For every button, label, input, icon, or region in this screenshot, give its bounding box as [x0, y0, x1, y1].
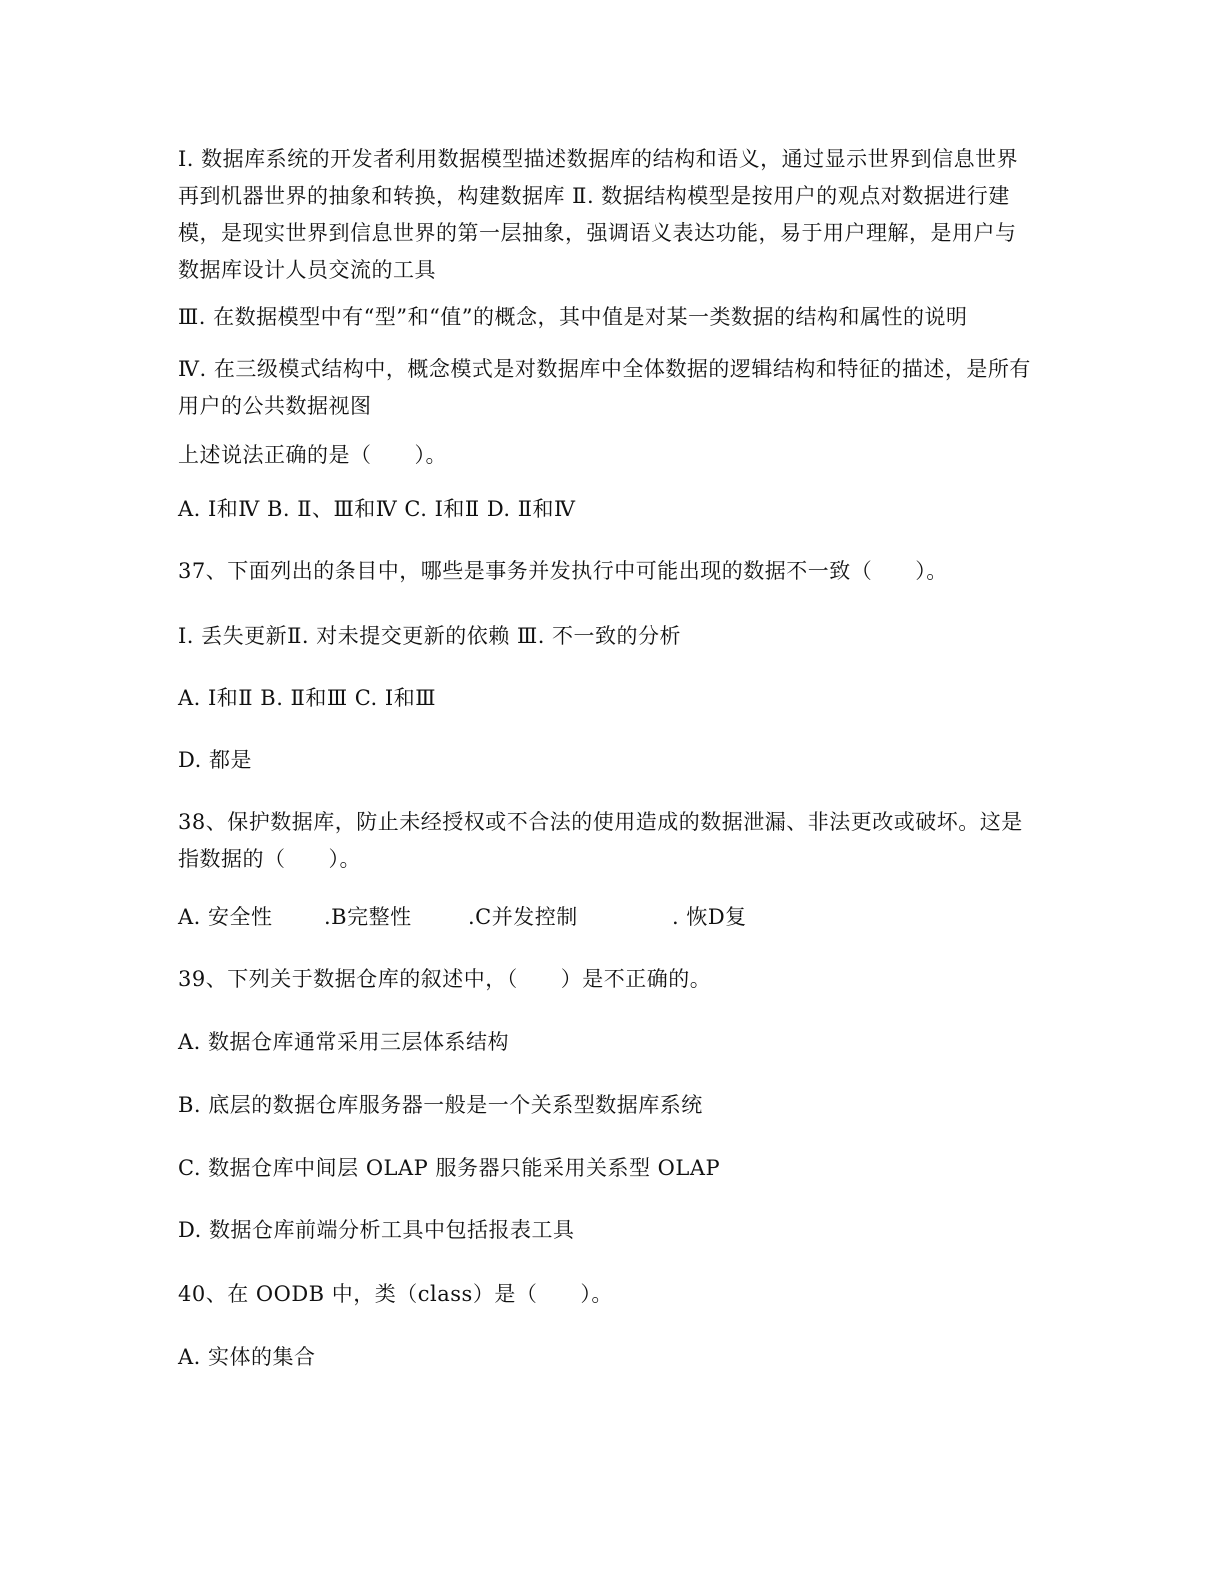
- q38-option-a: A. 安全性: [178, 905, 273, 929]
- q38-question: 38、保护数据库，防止未经授权或不合法的使用造成的数据泄漏、非法更改或破坏。这是指数据的（ ）。: [178, 810, 1023, 871]
- q36-statements-1-2: Ⅰ. 数据库系统的开发者利用数据模型描述数据库的结构和语义，通过显示世界到信息世界再到机器世界的抽象和转换，构建数据库 Ⅱ. 数据结构模型是按用户的观点对数据进行建模，是现实世界到信息世界的第一层抽象，强调语义表达功能，易于用户理解，是用户与数据库设计人员交流的工具: [178, 147, 1019, 282]
- q37-option-d: D. 都是: [178, 748, 252, 772]
- q38-option-b: .B完整性: [324, 905, 412, 929]
- q37-question: 37、下面列出的条目中，哪些是事务并发执行中可能出现的数据不一致（ ）。: [178, 559, 948, 583]
- q38-option-c: .C并发控制: [468, 905, 578, 929]
- q39-option-c: C. 数据仓库中间层 OLAP 服务器只能采用关系型 OLAP: [178, 1156, 721, 1180]
- q36-statement-4: Ⅳ. 在三级模式结构中，概念模式是对数据库中全体数据的逻辑结构和特征的描述，是所有用户的公共数据视图: [178, 357, 1031, 418]
- q37-items: Ⅰ. 丢失更新Ⅱ. 对未提交更新的依赖 Ⅲ. 不一致的分析: [178, 624, 682, 648]
- q36-options: A. Ⅰ和Ⅳ B. Ⅱ、Ⅲ和Ⅳ C. Ⅰ和Ⅱ D. Ⅱ和Ⅳ: [178, 497, 576, 521]
- q38-option-d: . 恢D复: [672, 905, 747, 929]
- q36-statement-3: Ⅲ. 在数据模型中有“型”和“值”的概念，其中值是对某一类数据的结构和属性的说明: [178, 305, 968, 329]
- q40-question: 40、在 OODB 中，类（class）是（ ）。: [178, 1282, 613, 1306]
- q36-prompt: 上述说法正确的是（ ）。: [178, 443, 447, 467]
- q39-option-d: D. 数据仓库前端分析工具中包括报表工具: [178, 1218, 575, 1242]
- q39-option-a: A. 数据仓库通常采用三层体系结构: [178, 1030, 510, 1054]
- q39-option-b: B. 底层的数据仓库服务器一般是一个关系型数据库系统: [178, 1093, 703, 1117]
- q40-option-a: A. 实体的集合: [178, 1345, 316, 1369]
- q37-options-abc: A. Ⅰ和Ⅱ B. Ⅱ和Ⅲ C. Ⅰ和Ⅲ: [178, 686, 436, 710]
- q39-question: 39、下列关于数据仓库的叙述中，（ ）是不正确的。: [178, 967, 712, 991]
- q38-options: [178, 903, 1038, 931]
